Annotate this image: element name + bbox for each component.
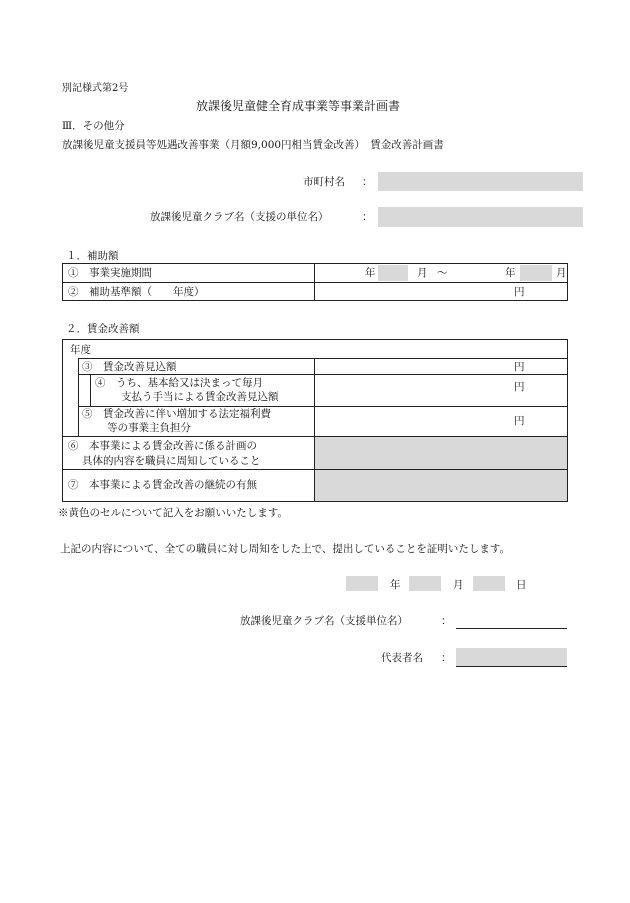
municipality-input[interactable] <box>378 172 583 191</box>
date-year-input[interactable] <box>346 576 378 591</box>
municipality-colon: ： <box>362 176 373 188</box>
period-month-start: 月 <box>417 267 428 279</box>
date-month-input[interactable] <box>409 576 441 591</box>
welfare-cost-unit: 円 <box>514 415 525 427</box>
club-name-label: 放課後児童クラブ名（支援の単位名） <box>150 211 329 223</box>
base-salary-label-1: ④ うち、基本給又は決まって毎月 <box>95 377 263 389</box>
signature-club-label: 放課後児童クラブ名（支援単位名） <box>240 615 408 627</box>
continuation-field[interactable] <box>315 470 567 501</box>
period-label: ① 事業実施期間 <box>68 267 152 279</box>
welfare-cost-label-2: 等の事業主負担分 <box>107 422 191 434</box>
notification-label-1: ⑥ 本事業による賃金改善に係る計画の <box>68 440 257 452</box>
continuation-label: ⑦ 本事業による賃金改善の継続の有無 <box>68 479 257 491</box>
date-month-label: 月 <box>453 579 464 591</box>
base-salary-unit: 円 <box>514 381 525 393</box>
representative-input[interactable] <box>456 648 567 667</box>
date-day-label: 日 <box>516 579 527 591</box>
wage-improvement-unit: 円 <box>514 361 525 373</box>
period-tilde: ～ <box>437 267 448 279</box>
fiscal-year-label: 年度 <box>70 344 91 356</box>
signature-club-line[interactable] <box>456 614 567 629</box>
standard-amount-label: ② 補助基準額（ 年度） <box>68 286 205 298</box>
certification-text: 上記の内容について、全ての職員に対し周知をした上で、提出していることを証明いたします。 <box>60 543 511 555</box>
welfare-cost-label-1: ⑤ 賃金改善に伴い増加する法定福利費 <box>82 408 271 420</box>
club-name-colon: ： <box>362 211 373 223</box>
section-label: Ⅲ．その他分 <box>62 120 125 132</box>
period-year-end: 年 <box>505 267 516 279</box>
document-title: 放課後児童健全育成事業等事業計画書 <box>196 99 401 113</box>
section1-heading: １．補助額 <box>66 250 119 262</box>
municipality-label: 市町村名 <box>303 176 345 188</box>
date-day-input[interactable] <box>473 576 505 591</box>
period-month-input[interactable] <box>520 265 552 281</box>
base-salary-label-2: 支払う手当による賃金改善見込額 <box>121 391 279 403</box>
wage-improvement-label: ③ 賃金改善見込額 <box>82 361 177 373</box>
form-number: 別記様式第2号 <box>62 83 129 94</box>
period-year-start: 年 <box>365 267 376 279</box>
period-year-input[interactable] <box>378 265 408 281</box>
section2-heading: ２．賃金改善額 <box>66 323 140 335</box>
standard-amount-unit: 円 <box>514 286 525 298</box>
representative-colon: ： <box>441 652 452 664</box>
signature-club-colon: ： <box>441 615 452 627</box>
document-subtitle: 放課後児童支援員等処遇改善事業（月額9,000円相当賃金改善） 賃金改善計画書 <box>62 139 444 151</box>
notification-field[interactable] <box>315 437 567 469</box>
date-year-label: 年 <box>390 579 401 591</box>
input-note: ※黄色のセルについて記入をお願いいたします。 <box>58 507 288 519</box>
representative-label: 代表者名 <box>381 652 423 664</box>
notification-label-2: 具体的内容を職員に周知していること <box>82 455 261 467</box>
club-name-input[interactable] <box>378 207 583 227</box>
period-month-end: 月 <box>556 267 567 279</box>
